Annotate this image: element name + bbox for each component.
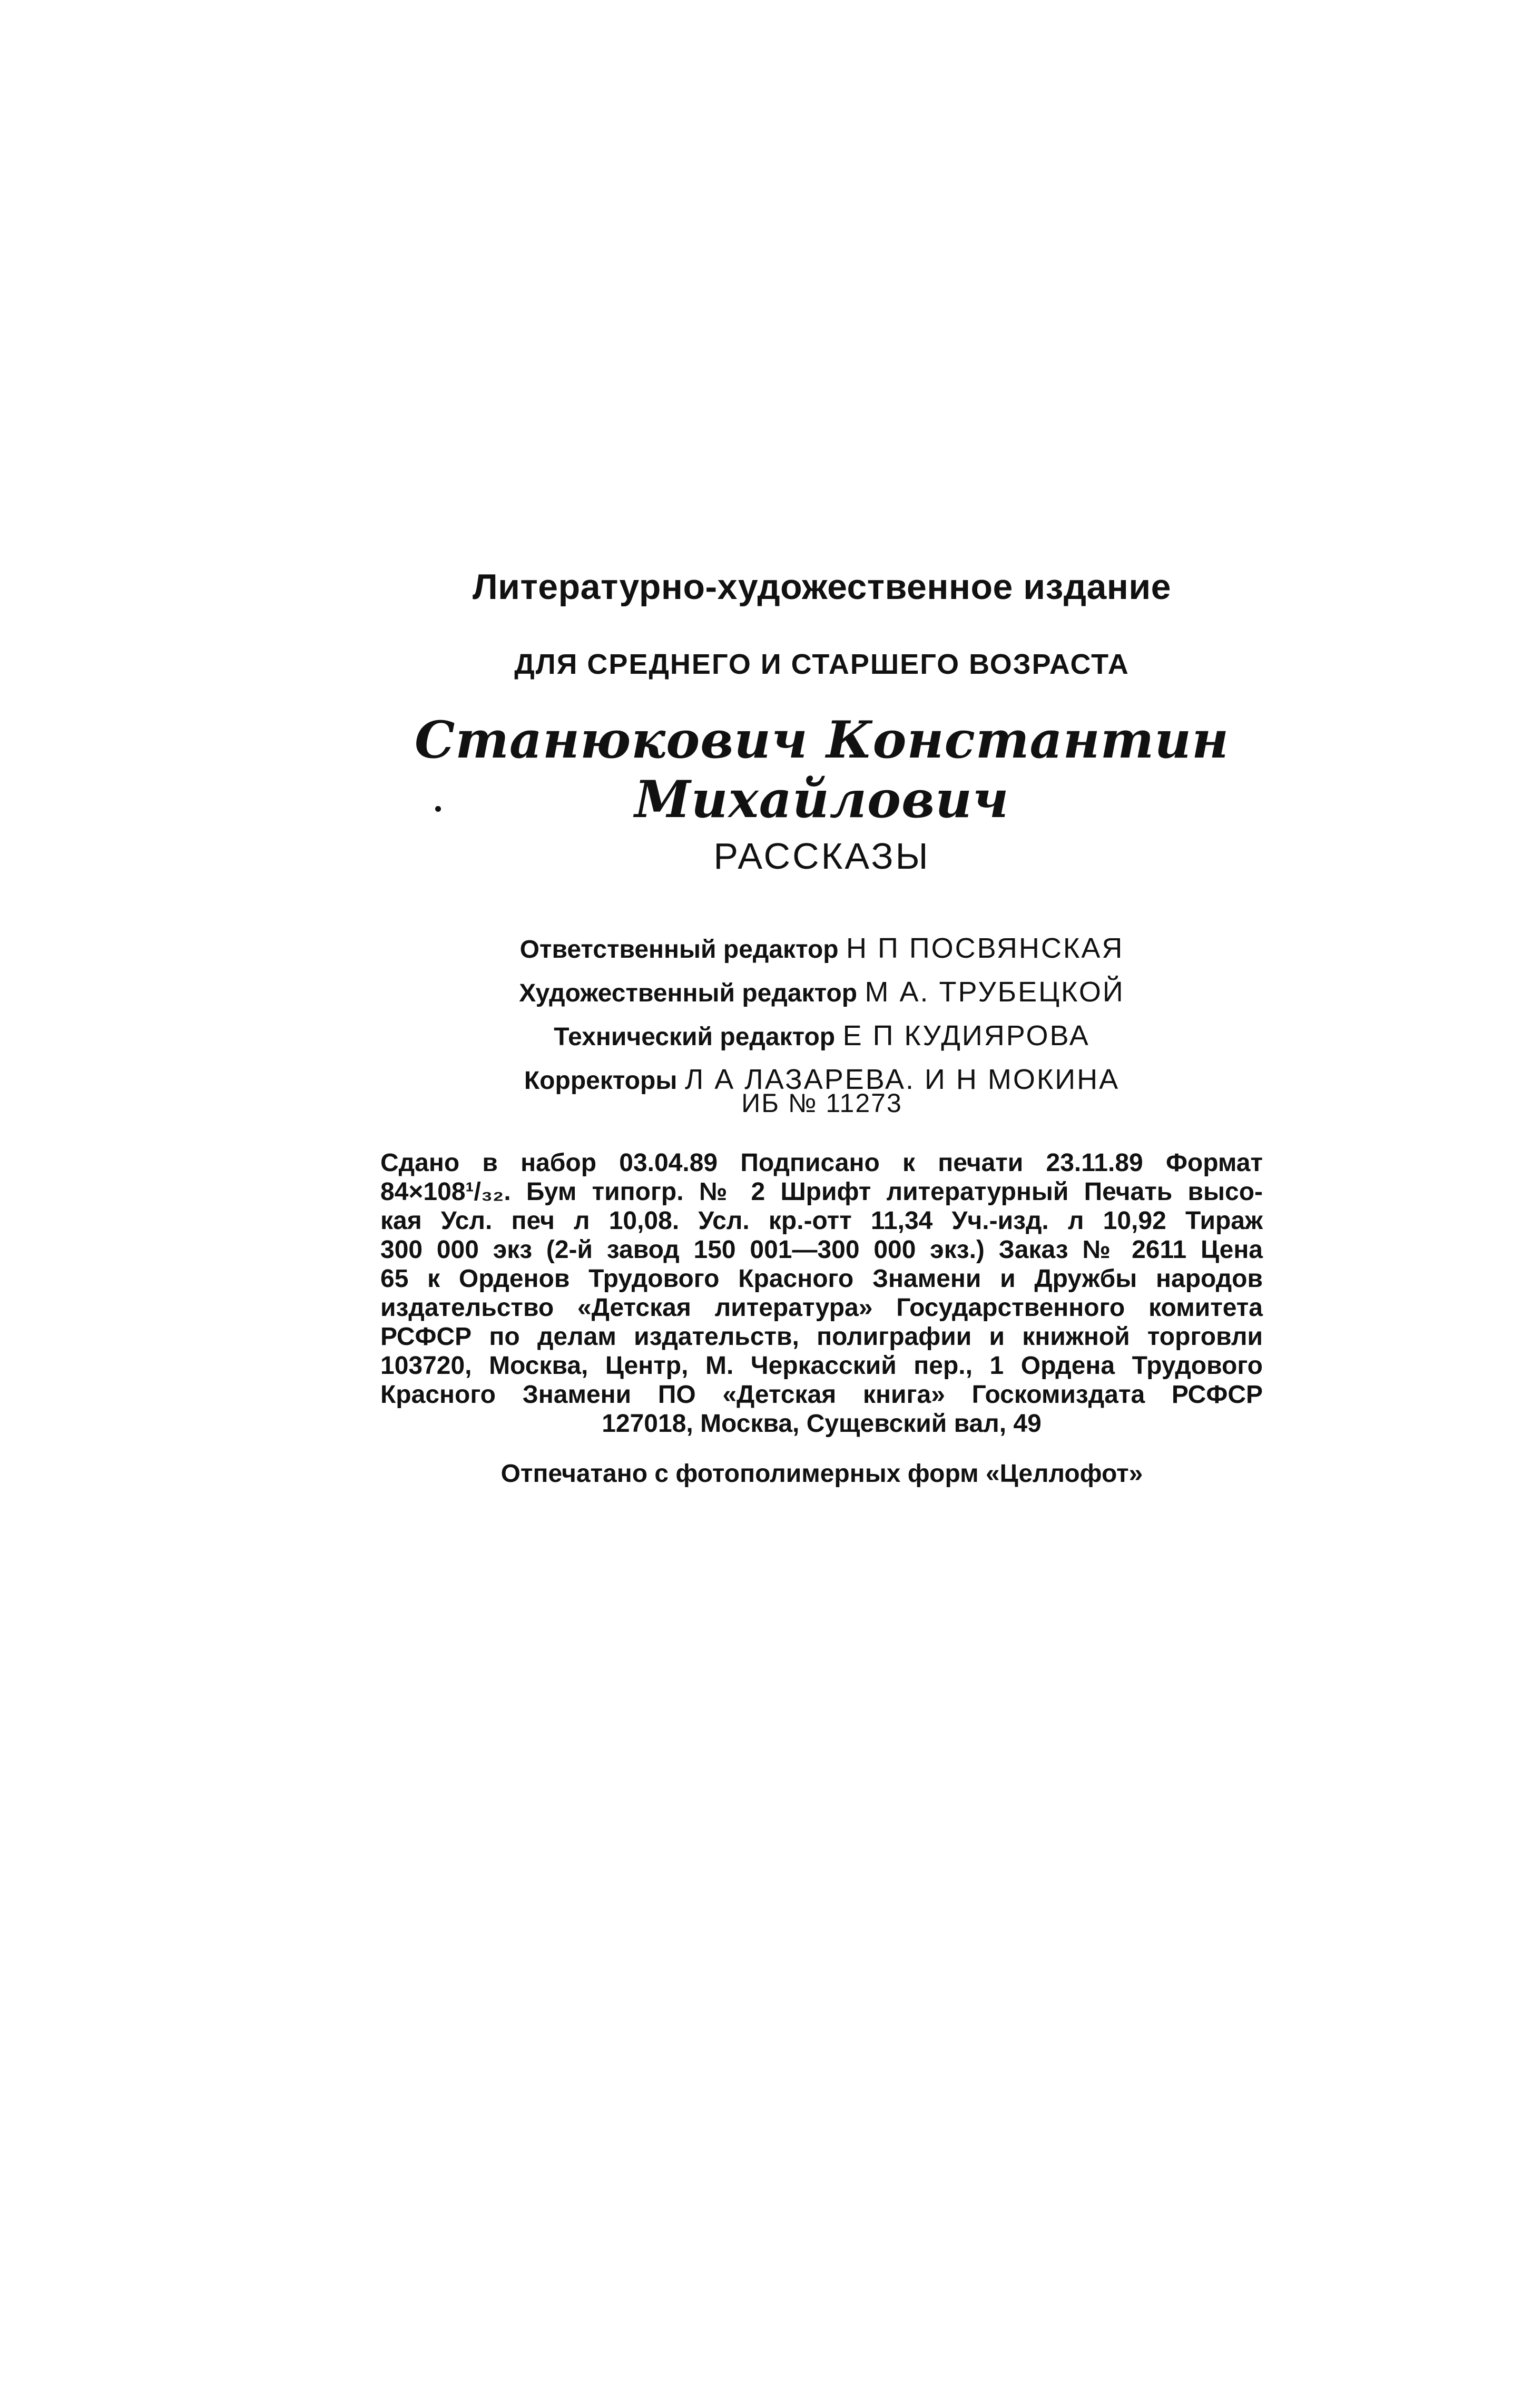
imprint-line: Красного Знамени ПО «Детская книга» Госкомиздата РСФСР: [380, 1381, 1263, 1409]
imprint-line: 84×108¹/₃₂. Бум типогр. № 2 Шрифт литературный Печать высо-: [380, 1178, 1263, 1206]
book-title: РАССКАЗЫ: [713, 836, 930, 877]
staff-name: Е П КУДИЯРОВА: [842, 1020, 1090, 1051]
imprint-line: РСФСР по делам издательств, полиграфии и книжной торговли: [380, 1323, 1263, 1351]
staff-name: Л А ЛАЗАРЕВА. И Н МОКИНА: [684, 1064, 1120, 1095]
imprint-line: 65 к Орденов Трудового Красного Знамени и Дружбы народов: [380, 1265, 1263, 1293]
staff-role: Корректоры: [524, 1067, 677, 1095]
staff-role: Ответственный редактор: [519, 936, 839, 964]
audience-label: ДЛЯ СРЕДНЕГО И СТАРШЕГО ВОЗРАСТА: [514, 648, 1130, 680]
imprint-block: [380, 1148, 1263, 1438]
imprint-line: 103720, Москва, Центр, М. Черкасский пер., 1 Ордена Трудового: [380, 1352, 1263, 1380]
author-name: Станюкович Константин Михайлович: [414, 710, 1230, 829]
staff-name: Н П ПОСВЯНСКАЯ: [846, 932, 1124, 964]
staff-role: Художественный редактор: [519, 979, 858, 1007]
imprint-line: 127018, Москва, Сущевский вал, 49: [602, 1410, 1042, 1438]
edition-type: Литературно-художественное издание: [472, 567, 1172, 607]
staff-row: [379, 971, 1264, 1015]
printing-note: Отпечатано с фотополимерных форм «Целлофот»: [500, 1460, 1143, 1488]
staff-name: М А. ТРУБЕЦКОЙ: [865, 976, 1125, 1008]
ib-number: ИБ № 11273: [741, 1088, 902, 1118]
staff-role: Технический редактор: [554, 1023, 836, 1051]
imprint-line: Сдано в набор 03.04.89 Подписано к печати 23.11.89 Формат: [380, 1149, 1263, 1177]
staff-row: [379, 1015, 1264, 1058]
decorative-dot: [435, 806, 441, 812]
imprint-line: издательство «Детская литература» Государственного комитета: [380, 1294, 1263, 1322]
imprint-line: 300 000 экз (2-й завод 150 001—300 000 экз.) Заказ № 2611 Цена: [380, 1236, 1263, 1264]
editorial-staff: [379, 927, 1264, 1102]
staff-row: [379, 927, 1264, 971]
imprint-line: кая Усл. печ л 10,08. Усл. кр.-отт 11,34 Уч.-изд. л 10,92 Тираж: [380, 1207, 1263, 1235]
